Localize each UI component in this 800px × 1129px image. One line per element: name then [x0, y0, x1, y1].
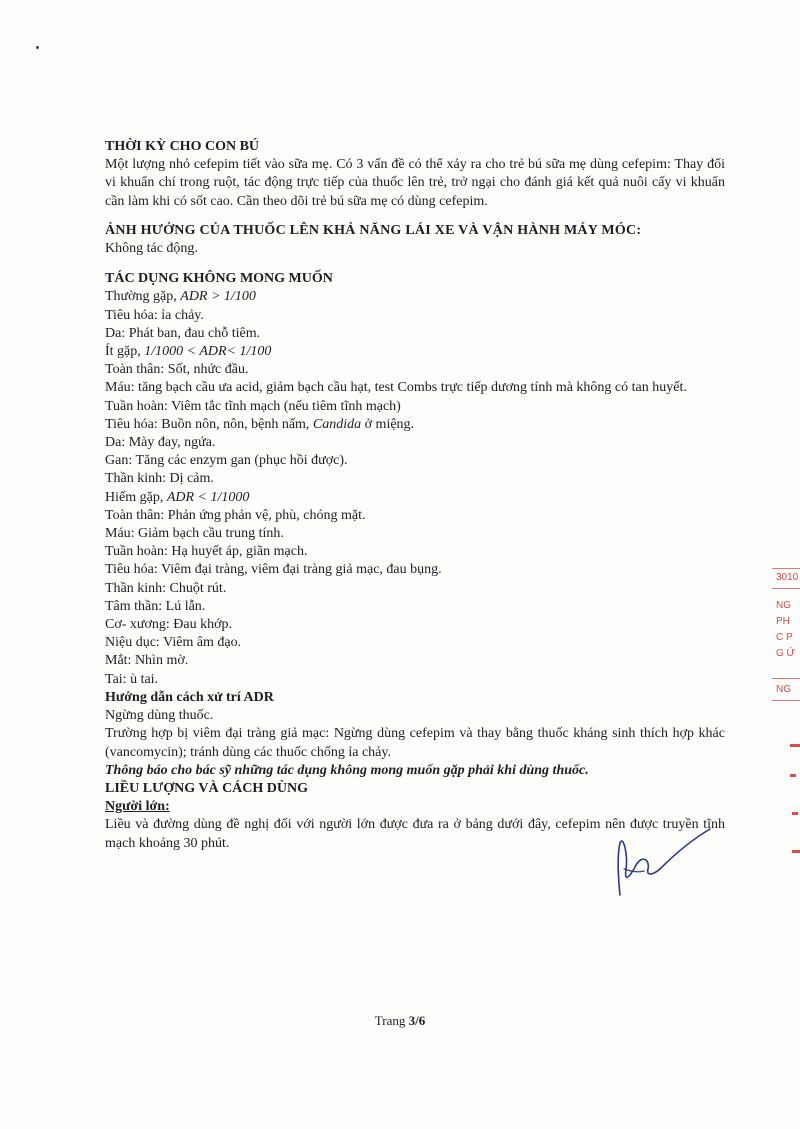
- heading-driving: ẢNH HƯỞNG CỦA THUỐC LÊN KHẢ NĂNG LÁI XE VÀ VẬN HÀNH MÁY MÓC:: [105, 222, 642, 238]
- adr-item: Thần kinh: Dị cảm.: [105, 471, 214, 487]
- heading-adr: TÁC DỤNG KHÔNG MONG MUỐN: [105, 271, 333, 287]
- heading-breastfeeding: THỜI KỲ CHO CON BÚ: [105, 139, 260, 154]
- paragraph-dosage: Liều và đường dùng đề nghị đối với người lớn được đưa ra ở bảng dưới đây, cefepim nên được truyền tĩnh mạch khoảng 30 phút.: [105, 817, 725, 851]
- stamp-text: G Ứ: [776, 648, 796, 659]
- document-body: [105, 138, 725, 853]
- adr-item: Toàn thân: Phản ứng phản vệ, phù, chóng mặt.: [105, 507, 366, 523]
- adr-item: Tiêu hóa: ỉa chảy.: [105, 307, 204, 323]
- paragraph-driving: Không tác động.: [105, 241, 198, 257]
- stamp-text: NG: [776, 684, 791, 695]
- signature: [590, 825, 730, 905]
- adr-item: Máu: tăng bạch cầu ưa acid, giảm bạch cầu hạt, test Combs trực tiếp dương tính mà không có tan huyết.: [105, 380, 687, 396]
- adr-common-frequency: Thường gặp, ADR > 1/100: [105, 289, 256, 305]
- adr-item: Cơ- xương: Đau khớp.: [105, 617, 233, 633]
- paragraph-breastfeeding: Một lượng nhỏ cefepim tiết vào sữa mẹ. Có 3 vấn đề có thể xảy ra cho trẻ bú sữa mẹ dùng cefepim: Thay đổi vi khuẩn chí trong ruột, tác động trực tiếp của thuốc lên trẻ, trở ngại cho đánh giá kết quả nuôi cấy vi khuẩn cần làm khi có sốt cao. Cần theo dõi trẻ bú sữa mẹ có dùng cefepim.: [105, 157, 725, 209]
- stamp-text: NG: [776, 600, 791, 611]
- adr-rare-frequency: Hiếm gặp, ADR < 1/1000: [105, 489, 250, 505]
- adr-item: Tai: ù tai.: [105, 671, 159, 687]
- adr-uncommon-frequency: Ít gặp, 1/1000 < ADR< 1/100: [105, 344, 272, 360]
- adr-item: Máu: Giảm bạch cầu trung tính.: [105, 526, 284, 542]
- adr-item-digestive: Tiêu hóa: Buồn nôn, nôn, bệnh nấm, Candida ở miệng.: [105, 416, 415, 432]
- management-item: Ngừng dùng thuốc.: [105, 708, 214, 724]
- adr-item: Toàn thân: Sốt, nhức đầu.: [105, 362, 249, 378]
- management-item: Trường hợp bị viêm đại tràng giả mạc: Ngừng dùng cefepim và thay bằng thuốc kháng sinh thích hợp khác (vancomycin); tránh dùng các thuốc chống ỉa chảy.: [105, 726, 725, 760]
- adr-item: Da: Mày đay, ngứa.: [105, 435, 216, 451]
- adr-item: Tiêu hóa: Viêm đại tràng, viêm đại tràng giả mạc, đau bụng.: [105, 562, 442, 578]
- adr-item: Tuần hoàn: Viêm tắc tĩnh mạch (nếu tiêm tĩnh mạch): [105, 398, 401, 414]
- adr-item: Tâm thần: Lú lẫn.: [105, 598, 206, 614]
- adr-item: Thần kinh: Chuột rút.: [105, 580, 227, 596]
- stamp-text: PH: [776, 616, 790, 627]
- stamp-fragment: [760, 550, 800, 880]
- adr-item: Tuần hoàn: Hạ huyết áp, giãn mạch.: [105, 544, 308, 560]
- stamp-text: 3010: [776, 572, 799, 583]
- adr-item: Niệu dục: Viêm âm đạo.: [105, 635, 242, 651]
- adr-item: Gan: Tăng các enzym gan (phục hồi được).: [105, 453, 348, 469]
- heading-adr-management: Hướng dẫn cách xử trí ADR: [105, 689, 274, 705]
- subheading-adults: Người lớn:: [105, 799, 170, 815]
- scan-speck: [36, 46, 39, 49]
- page-footer: Trang 3/6: [374, 1013, 426, 1028]
- stamp-text: C P: [776, 632, 793, 643]
- heading-dosage: LIỀU LƯỢNG VÀ CÁCH DÙNG: [105, 780, 309, 796]
- adr-item: Da: Phát ban, đau chỗ tiêm.: [105, 325, 261, 341]
- adr-notice: Thông báo cho bác sỹ những tác dụng không mong muốn gặp phải khi dùng thuốc.: [105, 762, 589, 778]
- page-number: 3/6: [408, 1013, 426, 1028]
- adr-item: Mắt: Nhìn mờ.: [105, 653, 189, 669]
